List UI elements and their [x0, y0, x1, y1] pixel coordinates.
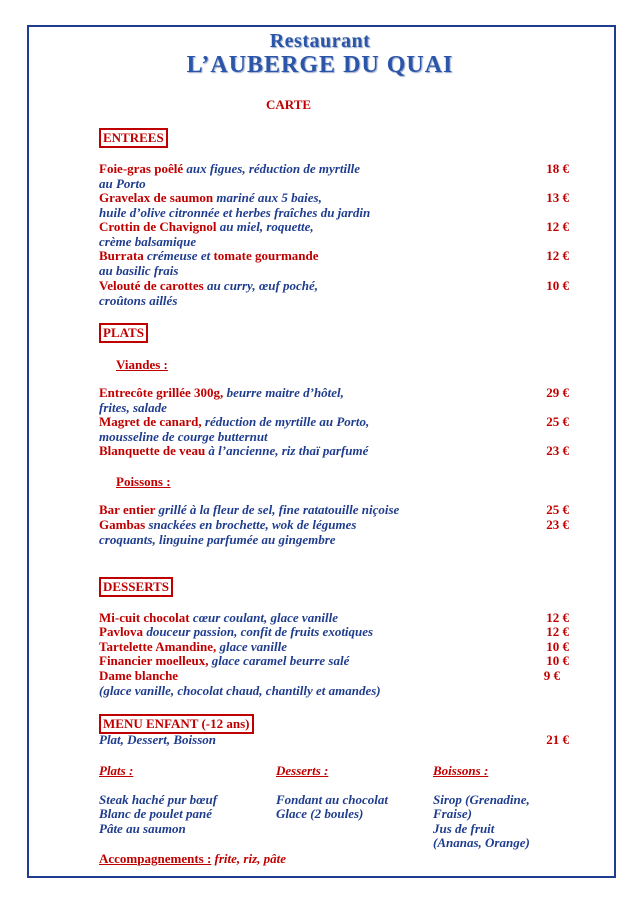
list-item: Fondant au chocolat	[276, 791, 388, 807]
item-desc: glace vanille	[219, 639, 287, 654]
list-item: Blanc de poulet pané	[99, 806, 213, 821]
list-item: Sirop (Grenadine,	[433, 791, 530, 807]
restaurant-name: L’AUBERGE DU QUAI	[186, 52, 454, 78]
item-name: Pavlova	[99, 624, 144, 639]
enfant-plats	[99, 764, 217, 836]
item-name: Dame blanche	[99, 668, 179, 683]
item-name: Mi-cuit chocolat	[99, 610, 190, 625]
item-name: Magret de canard,	[99, 414, 202, 429]
item-price: 21 €	[546, 732, 569, 747]
item-name: Entrecôte grillée 300g,	[99, 385, 224, 400]
item-price: 9 €	[543, 668, 560, 683]
item-name: Crottin de Chavignol	[99, 219, 217, 234]
item-desc: au Porto	[99, 175, 146, 191]
item-price: 10 €	[546, 653, 569, 668]
item-desc: au basilic frais	[99, 262, 179, 278]
item-name: Gravelax de saumon	[99, 190, 214, 205]
item-price: 29 €	[546, 385, 569, 400]
item-desc: mousseline de courge butternut	[99, 428, 268, 444]
menu-item	[99, 162, 569, 191]
menu-item	[99, 733, 569, 748]
section-desserts: DESSERTS	[99, 577, 173, 597]
item-desc: croquants, linguine parfumée au gingembre	[99, 531, 336, 547]
section-entrees: ENTREES	[99, 128, 168, 148]
item-desc: à l’ancienne, riz thaï parfumé	[208, 443, 369, 458]
menu-item	[99, 669, 569, 698]
accompagnements-label: Accompagnements :	[99, 851, 212, 866]
item-desc: aux figues, réduction de myrtille	[186, 161, 361, 176]
item-price: 13 €	[546, 190, 569, 205]
menu-item	[99, 191, 569, 220]
item-desc: Plat, Dessert, Boisson	[99, 732, 217, 747]
item-name: Bar entier	[99, 502, 156, 517]
column-title: Desserts :	[276, 763, 329, 778]
list-item: Pâte au saumon	[99, 820, 186, 836]
item-price: 12 €	[546, 219, 569, 234]
item-desc: mariné aux 5 baies,	[216, 190, 322, 205]
item-name: Burrata	[99, 248, 144, 263]
subhead-viandes: Viandes :	[116, 357, 168, 372]
item-desc: douceur passion, confit de fruits exotiques	[146, 624, 374, 639]
item-desc: frites, salade	[99, 399, 167, 415]
item-desc: (glace vanille, chocolat chaud, chantilly et amandes)	[99, 682, 381, 698]
carte-title: CARTE	[266, 97, 312, 112]
item-desc: au curry, œuf poché,	[206, 278, 319, 293]
item-name: Tartelette Amandine,	[99, 639, 217, 654]
item-price: 23 €	[546, 443, 569, 458]
item-desc: crème balsamique	[99, 233, 197, 249]
item-price: 10 €	[546, 639, 569, 654]
enfant-boissons	[433, 764, 530, 851]
column-title: Plats :	[99, 763, 134, 778]
enfant-desserts	[276, 764, 388, 822]
item-desc: beurre maitre d’hôtel,	[226, 385, 344, 400]
list-item: Steak haché pur bœuf	[99, 791, 218, 807]
list-item: Glace (2 boules)	[276, 806, 364, 821]
menu-item	[99, 518, 569, 547]
item-name: Foie-gras poêlé	[99, 161, 184, 176]
item-name: Blanquette de veau	[99, 443, 206, 458]
item-desc: cœur coulant, glace vanille	[192, 610, 339, 625]
item-price: 18 €	[546, 161, 569, 176]
item-desc: au miel, roquette,	[219, 219, 314, 234]
item-price: 25 €	[546, 502, 569, 517]
item-price: 23 €	[546, 517, 569, 532]
item-name: tomate gourmande	[213, 248, 319, 263]
item-name: Financier moelleux,	[99, 653, 209, 668]
menu-item	[99, 249, 569, 278]
item-name: Velouté de carottes	[99, 278, 204, 293]
menu-item	[99, 386, 569, 415]
menu-item	[99, 415, 569, 444]
accompagnements-value: frite, riz, pâte	[214, 851, 287, 866]
subhead-poissons: Poissons :	[116, 474, 171, 489]
item-desc: grillé à la fleur de sel, fine ratatouille niçoise	[158, 502, 400, 517]
menu-item	[99, 625, 569, 640]
item-price: 12 €	[546, 248, 569, 263]
list-item: Fraise)	[433, 806, 472, 821]
item-desc: glace caramel beurre salé	[211, 653, 350, 668]
item-desc: snackées en brochette, wok de légumes	[148, 517, 357, 532]
section-plats: PLATS	[99, 323, 148, 343]
restaurant-label: Restaurant	[269, 30, 371, 52]
item-desc: réduction de myrtille au Porto,	[204, 414, 370, 429]
item-price: 12 €	[546, 610, 569, 625]
accompagnements	[99, 851, 286, 867]
item-price: 10 €	[546, 278, 569, 293]
item-desc: crémeuse et	[147, 248, 211, 263]
list-item: Jus de fruit	[433, 820, 495, 836]
column-title: Boissons :	[433, 763, 489, 778]
menu-item	[99, 654, 569, 669]
menu-item	[99, 503, 569, 518]
item-name: Gambas	[99, 517, 146, 532]
menu-item	[99, 279, 569, 308]
list-item: (Ananas, Orange)	[433, 835, 530, 850]
item-desc: croûtons aillés	[99, 292, 178, 308]
section-menu-enfant: MENU ENFANT (-12 ans)	[99, 714, 254, 734]
item-price: 25 €	[546, 414, 569, 429]
menu-item	[99, 220, 569, 249]
item-price: 12 €	[546, 624, 569, 639]
item-desc: huile d’olive citronnée et herbes fraîches du jardin	[99, 204, 371, 220]
menu-item	[99, 444, 569, 459]
